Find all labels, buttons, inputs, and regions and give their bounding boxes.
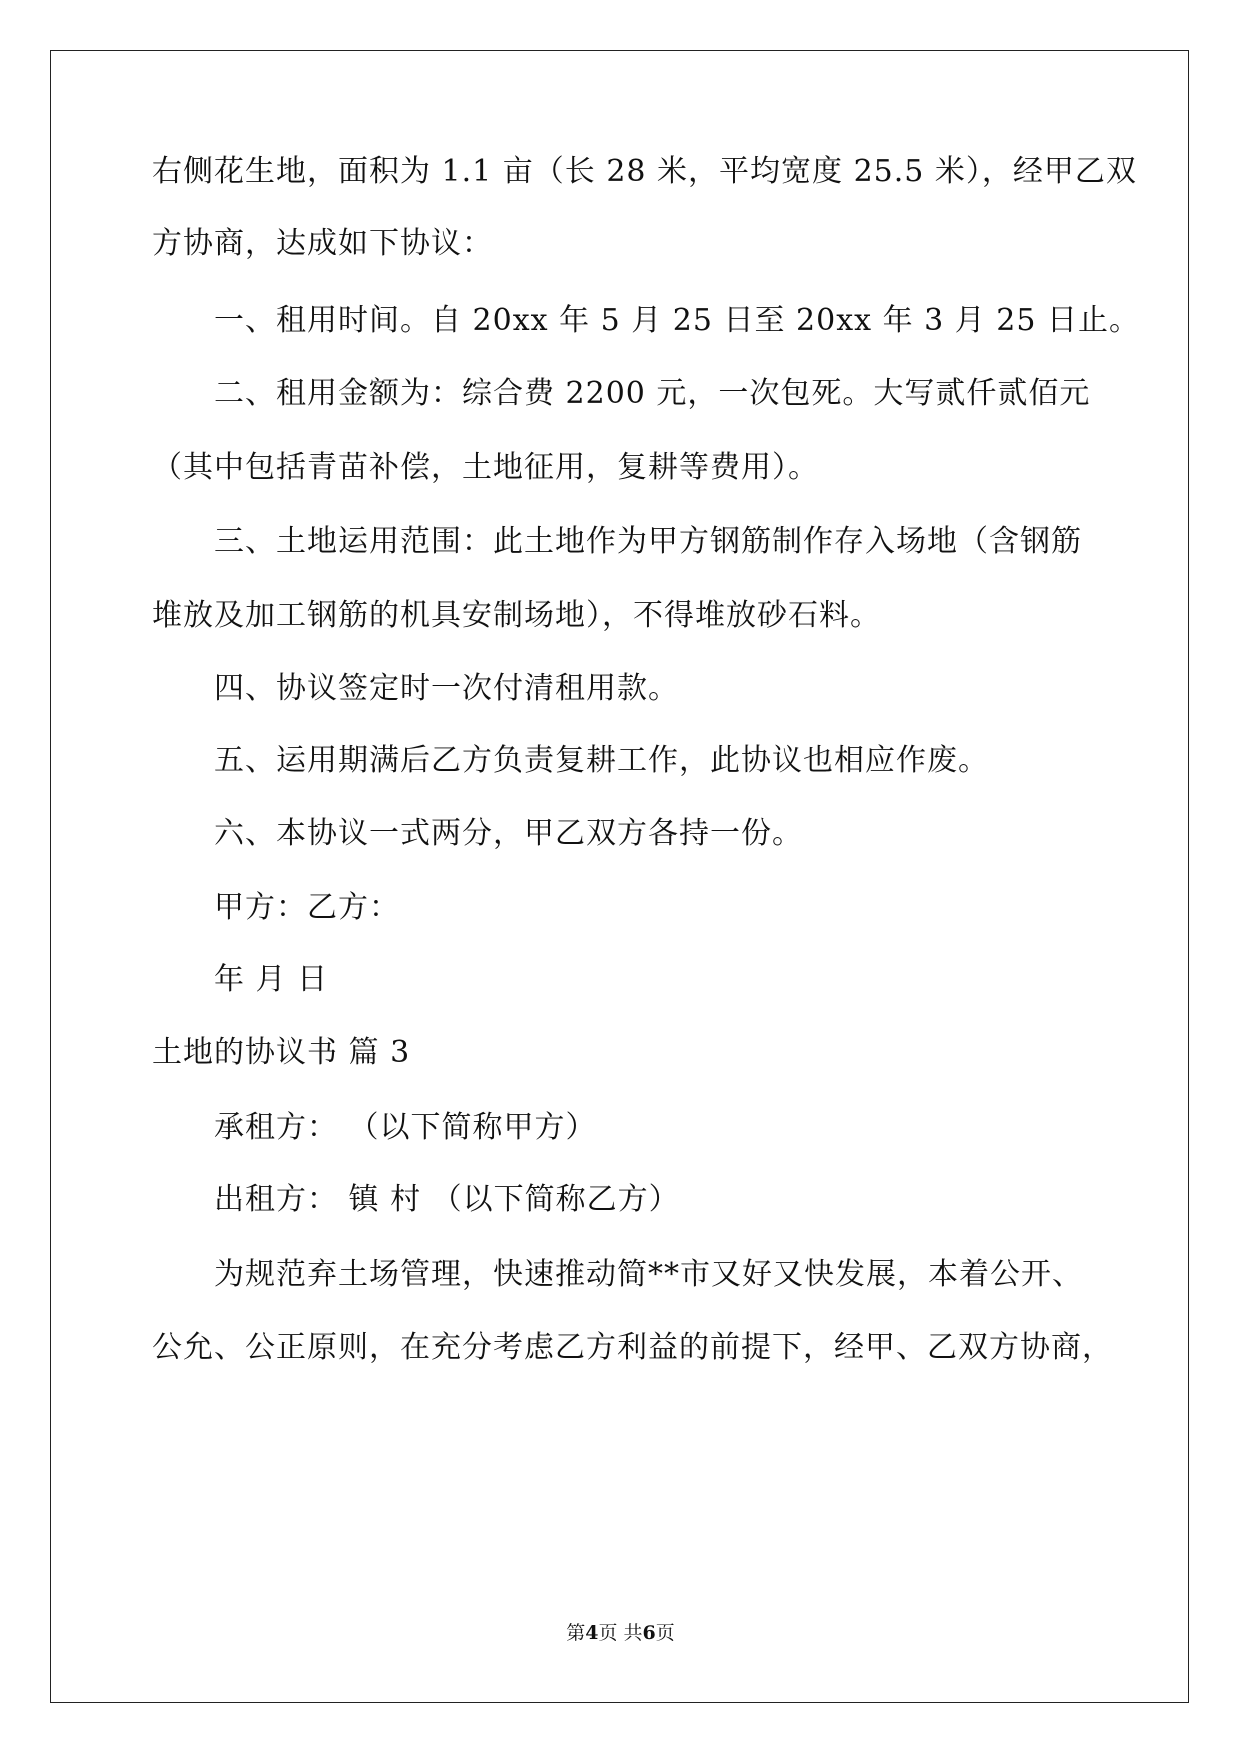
text-line: 右侧花生地，面积为 1.1 亩（长 28 米，平均宽度 25.5 米），经甲乙双 [152, 154, 1137, 189]
page-border [50, 50, 1189, 1703]
text-line: 为规范弃土场管理，快速推动简**市又好又快发展，本着公开、 [214, 1257, 1083, 1292]
section-heading: 土地的协议书 篇 3 [152, 1035, 411, 1070]
text-line: 公允、公正原则，在充分考虑乙方利益的前提下，经甲、乙双方协商， [152, 1330, 1113, 1365]
clause-3: 三、土地运用范围：此土地作为甲方钢筋制作存入场地（含钢筋 [214, 524, 1082, 559]
clause-6: 六、本协议一式两分，甲乙双方各持一份。 [214, 816, 803, 851]
lessee-line: 承租方： （以下简称甲方） [214, 1110, 597, 1145]
page-footer [0, 1621, 1241, 1645]
signature-date: 年 月 日 [214, 962, 329, 997]
total-page-number: 6 [642, 1622, 656, 1644]
footer-middle: 页 共 [598, 1622, 643, 1644]
clause-1: 一、租用时间。自 20xx 年 5 月 25 日至 20xx 年 3 月 25 日止。 [214, 303, 1140, 338]
text-line: 方协商，达成如下协议： [152, 226, 493, 261]
current-page-number: 4 [585, 1622, 599, 1644]
text-line: 堆放及加工钢筋的机具安制场地），不得堆放砂石料。 [152, 598, 881, 633]
footer-suffix: 页 [655, 1622, 675, 1644]
lessor-line: 出租方： 镇 村 （以下简称乙方） [214, 1182, 680, 1217]
clause-2: 二、租用金额为：综合费 2200 元，一次包死。大写贰仟贰佰元 [214, 376, 1091, 411]
signature-parties: 甲方：乙方： [214, 890, 400, 925]
footer-prefix: 第 [566, 1622, 586, 1644]
clause-4: 四、协议签定时一次付清租用款。 [214, 671, 679, 706]
text-line: （其中包括青苗补偿，土地征用，复耕等费用）。 [152, 450, 819, 485]
clause-5: 五、运用期满后乙方负责复耕工作，此协议也相应作废。 [214, 743, 989, 778]
